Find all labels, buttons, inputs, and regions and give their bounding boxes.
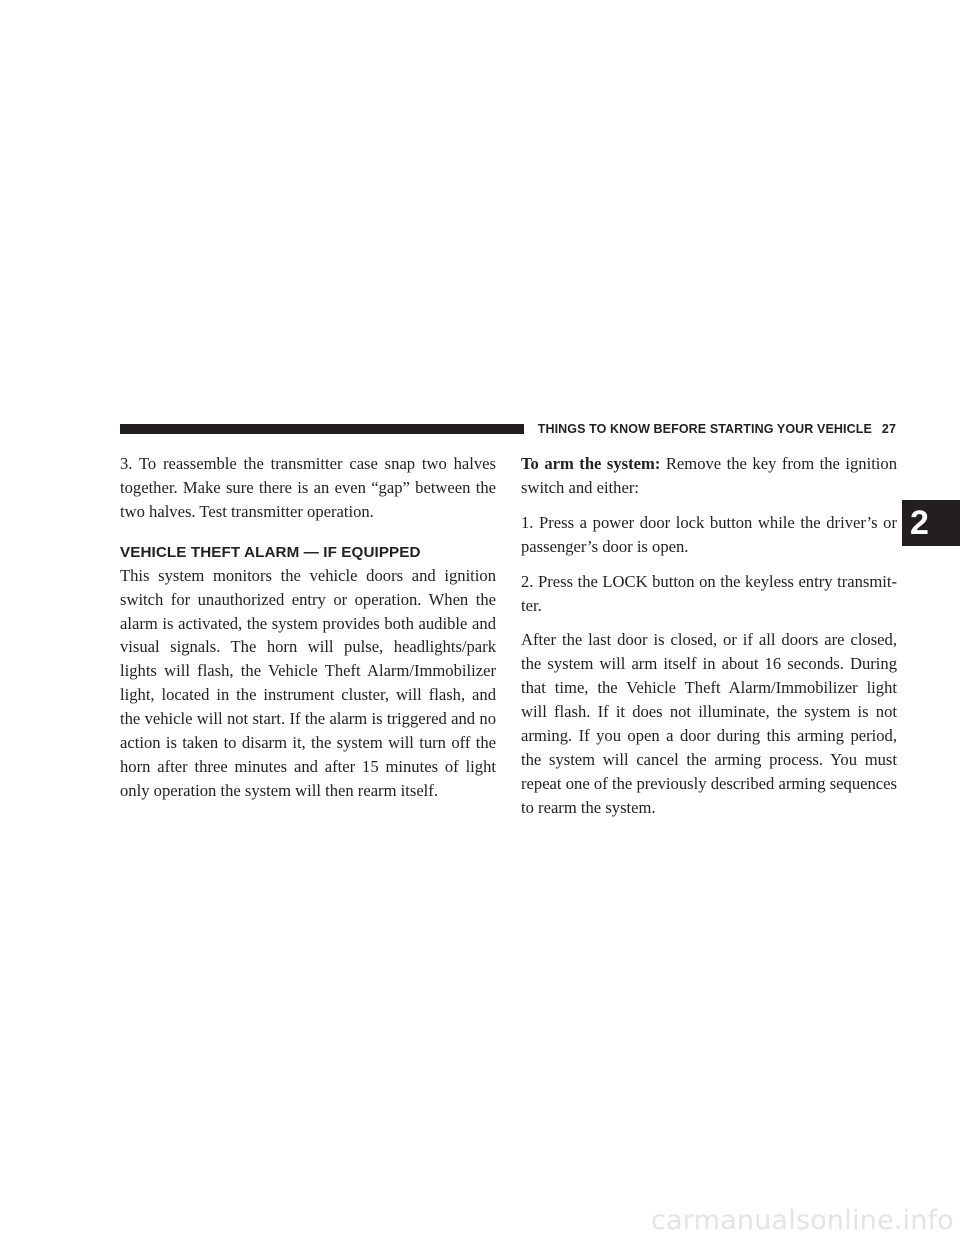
- running-header: [536, 420, 896, 438]
- arm-instructions: [521, 452, 897, 500]
- left-column: [120, 452, 496, 814]
- chapter-tab: 2: [902, 500, 960, 546]
- watermark: carmanualsonline.info: [651, 1205, 954, 1236]
- right-column: [521, 452, 897, 831]
- arm-step-2: 2. Press the LOCK button on the keyless entry transmit-ter.: [521, 571, 897, 615]
- section-heading: VEHICLE THEFT ALARM — IF EQUIPPED: [120, 543, 421, 561]
- alarm-description: This system monitors the vehicle doors and ignition switch for unauthorized entry or operation. When the alarm is activated, the system provides both audible and visual signals. The horn will pulse, headlights/park lights will flash, the Vehicle Theft Alarm/Immobilizer light, located in the instrument cluster, will flash, and the vehicle will not start. If the alarm is triggered and no action is taken to disarm it, the system will turn off the horn after three minutes and after 15 minutes of light only operation the system will then rearm itself.: [120, 565, 496, 800]
- arm-text: Remove the key from the ignition switch and either:: [521, 454, 898, 497]
- arm-label: To arm the system:: [521, 454, 661, 473]
- page-number: 27: [881, 422, 896, 436]
- arm-step-1: 1. Press a power door lock button while the driver’s or passenger’s door is open.: [521, 512, 897, 556]
- header-rule: [120, 424, 524, 434]
- arming-details: After the last door is closed, or if all doors are closed, the system will arm itself in about 16 seconds. During that time, the Vehicle Theft Alarm/Immobilizer light will flash. If it does not illuminate, the system is not arming. If you open a door during this arming period, the system will cancel the arming process. You must repeat one of the previously described arming sequences to rearm the system.: [521, 630, 897, 817]
- header-title: THINGS TO KNOW BEFORE STARTING YOUR VEHICLE: [537, 422, 872, 436]
- reassemble-step: 3. To reassemble the transmitter case snap two halves together. Make sure there is an even “gap” between the two halves. Test transmitter operation.: [120, 454, 496, 521]
